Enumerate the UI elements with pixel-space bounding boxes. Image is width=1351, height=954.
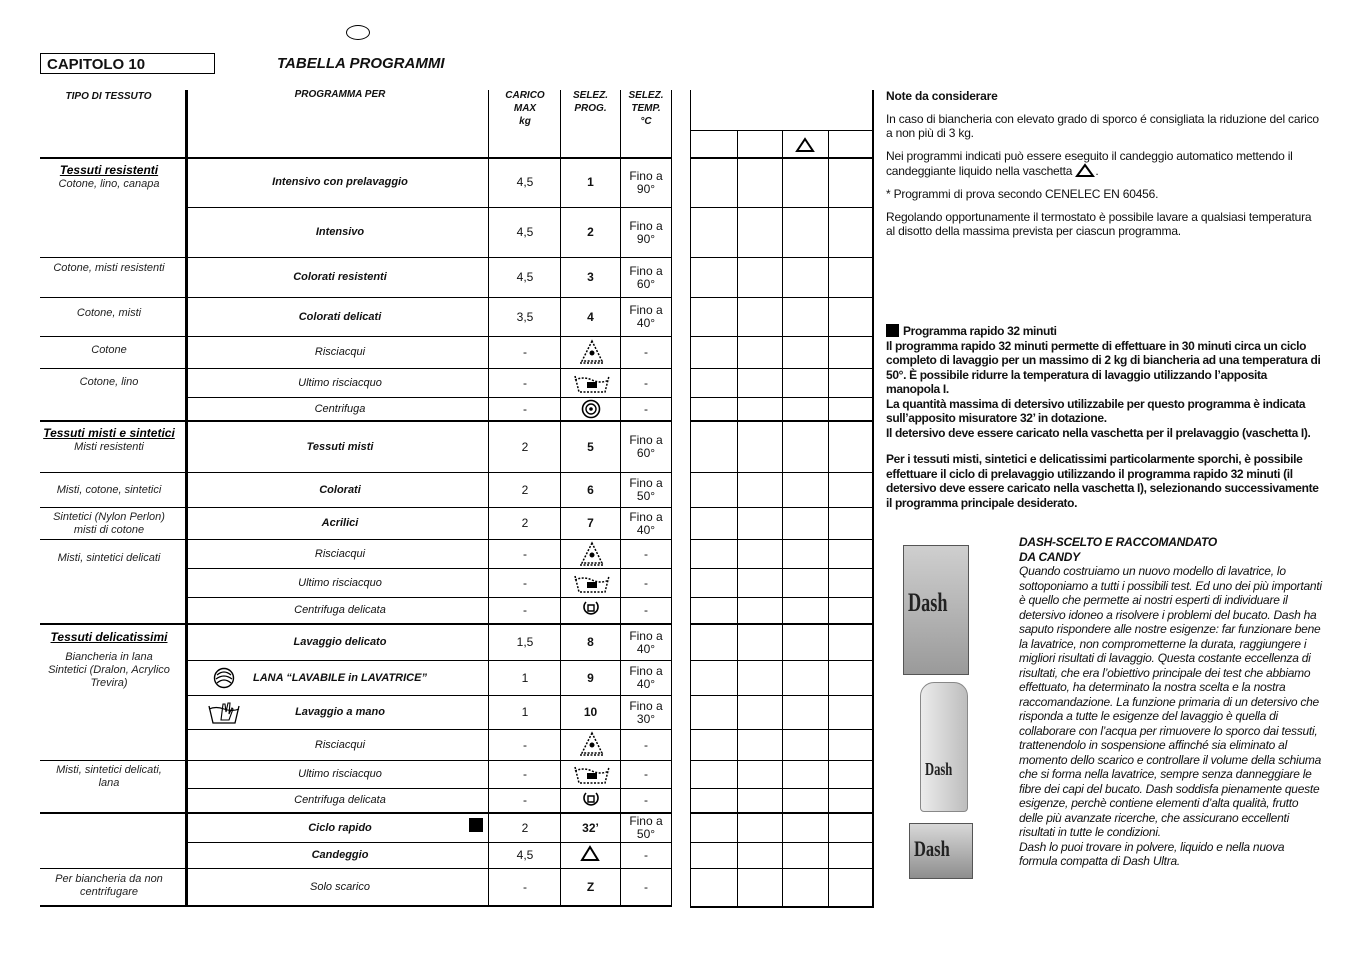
blank-grid-line <box>690 507 874 508</box>
program-name: Solo scarico <box>310 880 370 893</box>
rapid-title-line <box>886 324 1322 339</box>
blank-grid-line <box>828 130 829 908</box>
program-number: 5 <box>587 439 594 454</box>
max-load: - <box>523 767 527 781</box>
fabric-label-line: Biancheria in lana <box>65 651 153 663</box>
blank-grid-line <box>690 760 874 761</box>
temperature-line: - <box>644 767 648 781</box>
rapid-paragraph: Per i tessuti misti, sintetici e delicatissimi particolarmente sporchi, è possibile effettuare il ciclo di prelavaggio utilizzando il programma rapido 32 minuti (il detersivo deve essere caricato nella vaschetta I), selezionando successivamente il programma principale desiderato. <box>886 452 1319 510</box>
fabric-label-line: Sintetici (Nylon Perlon) <box>53 511 165 523</box>
temperature-line: - <box>644 401 648 416</box>
blank-grid-line <box>690 597 874 598</box>
fabric-label-line: Misti, sintetici delicati, <box>56 764 162 776</box>
fabric-label: Misti, cotone, sintetici <box>56 484 162 496</box>
last-rinse-icon <box>573 761 611 787</box>
header-load-line: kg <box>519 116 531 127</box>
program-name: LANA “LAVABILE in LAVATRICE” <box>253 671 427 684</box>
temperature-line: 90° <box>636 181 656 196</box>
blank-grid-line <box>690 868 874 869</box>
group-line <box>40 905 672 907</box>
temperature <box>621 625 671 660</box>
max-load: 1 <box>521 670 529 685</box>
delicate-spin-icon <box>582 791 600 807</box>
program-name: Lavaggio delicato <box>293 636 387 648</box>
blank-grid-line <box>690 695 874 696</box>
max-load: - <box>523 737 527 752</box>
fabric-label: Cotone, lino, canapa <box>58 178 160 190</box>
blank-grid-line <box>690 812 874 814</box>
header-temp-line: TEMP. <box>631 103 661 114</box>
max-load: - <box>523 345 527 359</box>
program-number: 6 <box>587 482 594 497</box>
notes-paragraph <box>886 149 1322 178</box>
program-name: Centrifuga <box>314 402 366 415</box>
spin-icon <box>581 399 601 419</box>
blank-grid-line <box>690 420 874 422</box>
max-load: - <box>523 401 527 416</box>
max-load: 4,5 <box>516 175 534 189</box>
temperature <box>621 208 671 257</box>
program-name: Colorati resistenti <box>293 271 387 283</box>
max-load: 2 <box>521 820 529 835</box>
dash-logo: Dash <box>908 588 948 617</box>
dash-ultra-box-image <box>909 823 973 879</box>
handwash-icon <box>207 698 241 726</box>
rapid-square-icon <box>469 818 483 832</box>
rinse-icon <box>577 339 607 367</box>
temperature-line: Fino a <box>629 476 663 490</box>
blank-grid-line <box>737 130 738 908</box>
fabric-label: Cotone, lino <box>79 376 139 388</box>
table-divider <box>185 90 188 906</box>
program-number: 1 <box>587 175 594 189</box>
rapid-paragraph: Il programma rapido 32 minuti permette di effettuare in 30 minuti circa un ciclo completo di lavaggio per un massimo di 2 kg di biancheria ad una temperatura di 50°. È possibile ridurre la temperatura di lavaggio utilizzando l’apposita manopola I. <box>886 338 1321 396</box>
blank-grid-line <box>690 130 874 131</box>
temperature <box>621 258 671 297</box>
rapid-title: Programma rapido 32 minuti <box>903 324 1057 338</box>
temperature-line: Fino a <box>629 664 663 678</box>
temperature-line: Fino a <box>629 263 663 278</box>
dash-logo: Dash <box>914 836 950 861</box>
dash-logo: Dash <box>925 759 953 779</box>
temperature-line: - <box>644 737 648 752</box>
temperature-line: - <box>644 879 648 894</box>
max-load: 4,5 <box>516 225 534 239</box>
last-rinse-icon <box>573 570 611 596</box>
temperature <box>621 369 671 397</box>
temperature <box>621 398 671 420</box>
temperature-line: 90° <box>636 231 656 246</box>
temperature-line: Fino a <box>629 814 663 828</box>
temperature-line: 60° <box>636 276 656 291</box>
program-number: 32’ <box>582 820 599 835</box>
rinse-icon <box>577 541 607 569</box>
temperature <box>621 158 671 207</box>
last-rinse-icon <box>573 370 611 396</box>
temperature-line: Fino a <box>629 509 663 524</box>
program-name: Centrifuga delicata <box>294 794 386 806</box>
fabric-label-line: Trevira) <box>90 677 128 689</box>
header-temp-line: °C <box>640 116 652 127</box>
temperature <box>621 761 671 788</box>
temperature-line: - <box>644 575 648 590</box>
program-name: Risciacqui <box>314 738 366 751</box>
triangle-bleach-icon <box>795 137 815 153</box>
delicate-spin-icon <box>582 600 600 616</box>
blank-grid-line <box>690 842 874 843</box>
temperature-line: 40° <box>636 677 656 691</box>
header-temp-line: SELEZ. <box>628 90 664 101</box>
dash-powder-box-image <box>903 545 969 675</box>
blank-grid-line <box>690 257 874 258</box>
fabric-label: Cotone <box>91 344 127 356</box>
program-number: Z <box>586 879 595 894</box>
program-name: Candeggio <box>311 849 369 861</box>
fabric-label-line: Per biancheria da non <box>55 873 163 885</box>
program-name: Risciacqui <box>314 547 366 560</box>
max-load: 3,5 <box>516 309 534 324</box>
blank-grid-line <box>690 472 874 473</box>
header-prog-line: SELEZ. <box>572 90 608 101</box>
header-temp-selector <box>621 89 671 128</box>
notes-title: Note da considerare <box>886 89 998 103</box>
temperature <box>621 814 671 842</box>
blank-grid-line <box>690 397 874 398</box>
blank-grid-line <box>690 623 874 625</box>
temperature-line: 40° <box>636 316 656 330</box>
header-load-line: MAX <box>513 103 537 114</box>
header-program-selector <box>561 89 620 115</box>
table-divider <box>671 90 672 906</box>
temperature <box>621 661 671 695</box>
wool-icon <box>212 666 236 690</box>
page-oval-marker <box>346 25 370 40</box>
header-load-line: CARICO <box>505 90 545 101</box>
program-number: 7 <box>587 516 594 530</box>
temperature-line: 60° <box>636 446 656 460</box>
temperature <box>621 569 671 597</box>
row-line <box>40 472 185 473</box>
max-load: 2 <box>521 439 529 454</box>
program-name: Lavaggio a mano <box>295 706 385 718</box>
max-load: 1 <box>521 705 529 719</box>
fabric-label-line: centrifugare <box>79 886 139 898</box>
blank-grid-line <box>690 368 874 369</box>
chapter-box: CAPITOLO 10 <box>40 53 215 74</box>
dash-paragraph: Quando costruiamo un nuovo modello di lavatrice, lo sottoponiamo a tutti i possibili test. Ed uno dei più importanti è quello che permette ai nostri esperti di individuare il detersivo idoneo a risolvere i problemi del bucato. Dash ha saputo rispondere alle nostre esigenze: far funzionare bene la lavatrice, non comprometterne la durata, raggiungere i migliori risultati di lavaggio. Questa costante eccellenza di risultati, che era l’obiettivo principale dei test che abbiamo effettuato, ha determinato la nostra scelta e la nostra raccomandazione. La funzione primaria di un detersivo che risponda a tutte le esigenze del lavaggio è quella di collaborare con l’acqua per rimuovere lo sporco dai tessuti, trattenendolo in sospensione affinché sia eliminato al momento dello scarico e controllare il volume della schiuma che si forma nella lavatrice, sempre senza danneggiare le fibre dei capi del bucato. Dash soddisfa pienamente queste esigenze, perchè contiene elementi d’alta qualità, frutto delle più avanzate ricerche, che assicurano eccellenti risultati in tutte le condizioni. <box>1019 564 1322 839</box>
rapid-program-section <box>886 324 1322 510</box>
program-number: 10 <box>583 705 598 719</box>
temperature-line: 50° <box>636 489 656 503</box>
blank-grid-line <box>690 297 874 298</box>
temperature-line: Fino a <box>629 168 663 183</box>
notes-text: . <box>1095 164 1099 178</box>
blank-grid-line <box>690 906 874 908</box>
blank-grid-line <box>782 130 783 908</box>
temperature <box>621 508 671 539</box>
program-name: Centrifuga delicata <box>294 604 386 616</box>
temperature <box>621 473 671 507</box>
blank-grid-line <box>690 660 874 661</box>
notes-paragraph: * Programmi di prova secondo CENELEC EN 60456. <box>886 187 1159 201</box>
program-name: Risciacqui <box>314 346 366 358</box>
program-number: 2 <box>587 225 594 239</box>
temperature-line: 40° <box>636 641 656 656</box>
fabric-group-title: Tessuti misti e sintetici <box>43 426 175 440</box>
program-name: Ultimo risciacquo <box>298 576 382 589</box>
fabric-label <box>40 511 178 537</box>
temperature <box>621 696 671 729</box>
dash-title: DA CANDY <box>1019 549 1080 564</box>
max-load: 4,5 <box>516 270 534 284</box>
temperature-line: Fino a <box>629 303 663 317</box>
temperature-line: - <box>644 603 648 617</box>
program-name: Tessuti misti <box>306 440 374 453</box>
temperature-line: 50° <box>636 827 656 841</box>
fabric-label-line: Sintetici (Dralon, Acrylico <box>48 664 170 676</box>
blank-grid-line <box>690 157 874 159</box>
temperature <box>621 789 671 812</box>
blank-grid-line <box>690 788 874 789</box>
fabric-group-delicatissimi <box>40 631 178 690</box>
temperature <box>621 422 671 472</box>
rapid-square-icon <box>886 324 899 337</box>
temperature-line: Fino a <box>629 218 663 233</box>
temperature-line: - <box>644 793 648 807</box>
temperature-line: Fino a <box>629 433 663 447</box>
fabric-label-line: misti di cotone <box>73 524 145 536</box>
fabric-label <box>40 873 178 899</box>
page-title: TABELLA PROGRAMMI <box>277 55 445 72</box>
temperature-line: 30° <box>636 711 656 726</box>
header-program: PROGRAMMA PER <box>294 89 386 100</box>
temperature <box>621 337 671 368</box>
max-load: 4,5 <box>516 848 534 862</box>
header-prog-line: PROG. <box>574 103 607 114</box>
fabric-group-title: Tessuti delicatissimi <box>50 630 168 644</box>
temperature <box>621 730 671 760</box>
triangle-bleach-icon <box>580 845 600 862</box>
max-load: - <box>523 375 527 390</box>
rapid-paragraph: Il detersivo deve essere caricato nella vaschetta per il prelavaggio (vaschetta I). <box>886 425 1311 440</box>
temperature-line: Fino a <box>629 628 663 643</box>
temperature-line: - <box>644 546 648 561</box>
program-name: Intensivo <box>315 226 365 238</box>
blank-grid-line <box>690 539 874 540</box>
header-fabric: TIPO DI TESSUTO <box>65 91 152 102</box>
rinse-icon <box>577 731 607 759</box>
blank-grid-line <box>690 568 874 569</box>
dash-liquid-bottle-image <box>920 682 968 812</box>
notes-section <box>886 89 1322 247</box>
dash-title: DASH-SCELTO E RACCOMANDATO <box>1019 535 1217 549</box>
fabric-label: Cotone, misti resistenti <box>53 262 165 274</box>
blank-grid-line <box>690 729 874 730</box>
temperature <box>621 869 671 905</box>
max-load: - <box>523 546 527 561</box>
notes-text: Nei programmi indicati può essere eseguito il candeggio automatico mettendo il candeggiante liquido nella vaschetta <box>886 149 1293 178</box>
program-number: 4 <box>587 309 594 324</box>
blank-grid-line <box>690 207 874 208</box>
fabric-group-resistenti <box>40 164 178 191</box>
temperature <box>621 298 671 336</box>
temperature-line: - <box>644 345 648 359</box>
blank-grid-line <box>872 90 874 908</box>
temperature <box>621 540 671 568</box>
fabric-group-title: Tessuti resistenti <box>59 163 159 177</box>
max-load: 2 <box>521 482 529 497</box>
dash-section <box>1019 535 1322 869</box>
temperature <box>621 843 671 868</box>
fabric-label-line: lana <box>98 777 120 789</box>
fabric-label: Misti resistenti <box>74 441 144 453</box>
program-name: Ultimo risciacquo <box>298 376 382 389</box>
program-name: Ciclo rapido <box>308 821 372 834</box>
max-load: - <box>523 793 527 807</box>
program-name: Intensivo con prelavaggio <box>272 176 408 188</box>
max-load: - <box>523 879 527 894</box>
temperature-line: - <box>644 375 648 390</box>
program-name: Acrilici <box>321 517 359 529</box>
max-load: - <box>523 603 527 617</box>
triangle-bleach-icon <box>1075 163 1095 178</box>
temperature <box>621 598 671 623</box>
program-number: 8 <box>587 635 594 649</box>
program-number: 9 <box>587 670 594 685</box>
rapid-paragraph: La quantità massima di detersivo utilizzabile per questo programma è indicata sull’apposito misuratore 32’ in dotazione. <box>886 396 1306 425</box>
blank-grid-line <box>690 90 691 908</box>
header-load <box>490 89 560 128</box>
program-name: Ultimo risciacquo <box>298 768 382 780</box>
program-name: Colorati <box>319 483 361 496</box>
max-load: 2 <box>521 516 529 530</box>
dash-paragraph: Dash lo puoi trovare in polvere, liquido e nella nuova formula compatta di Dash Ultra. <box>1019 839 1285 868</box>
program-number: 3 <box>587 270 594 284</box>
temperature-line: 40° <box>636 522 656 537</box>
max-load: - <box>523 575 527 590</box>
temperature-line: - <box>644 848 648 862</box>
notes-paragraph: Regolando opportunamente il termostato è possibile lavare a qualsiasi temperatura al disotto della massima prevista per ciascun programma. <box>886 210 1312 238</box>
notes-paragraph: In caso di biancheria con elevato grado di sporco é consigliata la riduzione del carico a non più di 3 kg. <box>886 112 1319 140</box>
temperature-line: Fino a <box>629 698 663 713</box>
fabric-label: Misti, sintetici delicati <box>57 552 161 564</box>
fabric-label: Cotone, misti <box>76 307 142 319</box>
fabric-group-misti <box>40 427 178 454</box>
fabric-label <box>40 764 178 790</box>
program-name: Colorati delicati <box>298 310 382 323</box>
blank-grid-line <box>690 336 874 337</box>
max-load: 1,5 <box>516 635 534 649</box>
